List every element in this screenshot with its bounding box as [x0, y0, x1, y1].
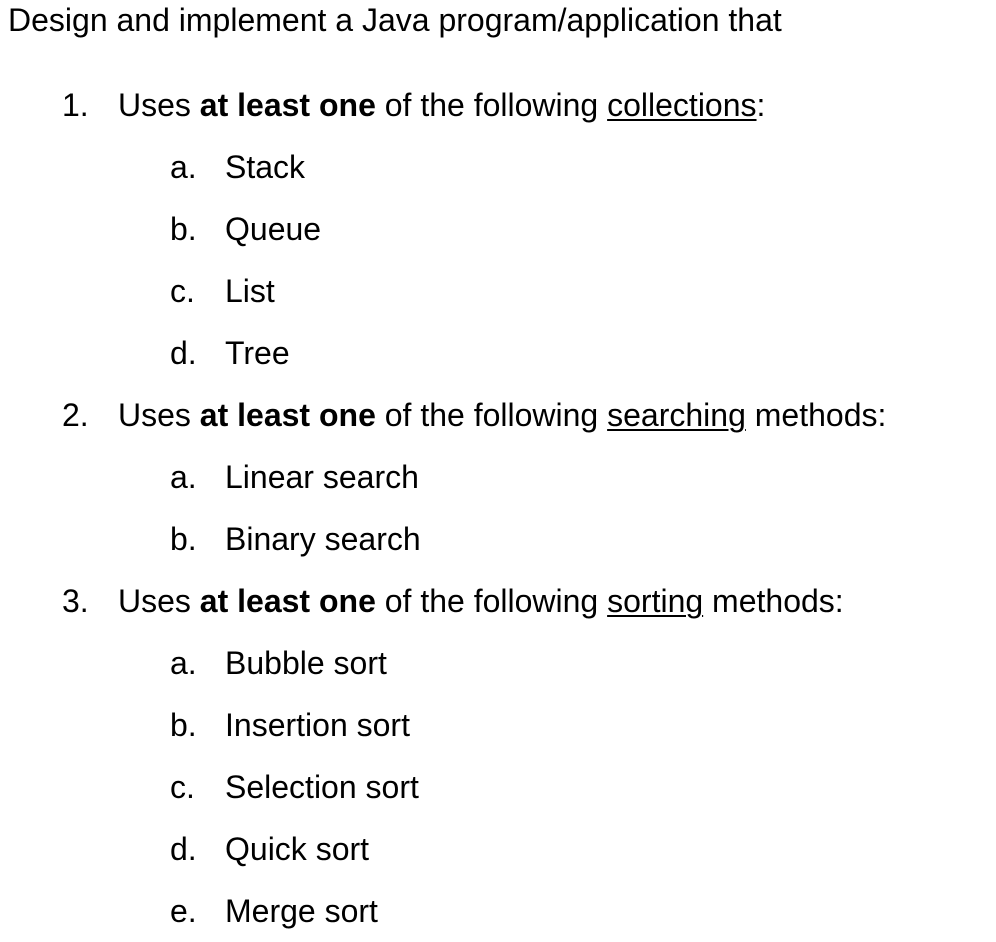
option-text: Stack	[225, 149, 306, 185]
requirement-prefix: Uses	[118, 397, 200, 433]
requirement-category: collections	[607, 87, 757, 123]
requirement-emphasis: at least one	[199, 87, 376, 123]
option-letter: e.	[170, 893, 197, 929]
option-letter: b.	[170, 707, 197, 743]
requirement-emphasis: at least one	[199, 583, 376, 619]
option-text: Selection sort	[225, 769, 419, 805]
option-text: List	[225, 273, 275, 309]
option-item	[0, 880, 996, 942]
option-item	[0, 260, 996, 322]
option-letter: b.	[170, 521, 197, 557]
option-text: Bubble sort	[225, 645, 387, 681]
requirement-category: searching	[607, 397, 746, 433]
requirement-item	[0, 570, 996, 632]
option-letter: c.	[170, 273, 195, 309]
option-text: Tree	[225, 335, 290, 371]
requirement-text	[118, 74, 765, 136]
option-letter: b.	[170, 211, 197, 247]
option-letter: a.	[170, 459, 197, 495]
intro-text: Design and implement a Java program/application that	[8, 2, 782, 38]
requirement-number: 2.	[62, 397, 89, 433]
requirement-suffix: :	[756, 87, 766, 123]
requirement-text	[118, 570, 844, 632]
option-text: Insertion sort	[225, 707, 410, 743]
option-text: Merge sort	[225, 893, 378, 929]
requirement-suffix: methods:	[703, 583, 844, 619]
requirement-item	[0, 384, 996, 446]
option-text: Quick sort	[225, 831, 370, 867]
option-letter: a.	[170, 645, 197, 681]
requirement-middle: of the following	[375, 87, 608, 123]
option-item	[0, 322, 996, 384]
requirement-emphasis: at least one	[199, 397, 376, 433]
requirement-category: sorting	[607, 583, 704, 619]
requirement-suffix: methods:	[745, 397, 887, 433]
requirement-prefix: Uses	[118, 87, 200, 123]
requirement-prefix: Uses	[118, 583, 200, 619]
option-letter: d.	[170, 831, 197, 867]
option-letter: d.	[170, 335, 197, 371]
option-text: Queue	[225, 211, 322, 247]
option-item	[0, 756, 996, 818]
option-item	[0, 198, 996, 260]
requirement-number: 1.	[62, 87, 89, 123]
option-item	[0, 694, 996, 756]
option-item	[0, 136, 996, 198]
requirement-middle: of the following	[375, 583, 608, 619]
option-text: Binary search	[225, 521, 421, 557]
requirement-item	[0, 74, 996, 136]
option-text: Linear search	[225, 459, 419, 495]
requirement-number: 3.	[62, 583, 89, 619]
option-item	[0, 632, 996, 694]
option-item	[0, 508, 996, 570]
requirement-text	[118, 384, 886, 446]
option-item	[0, 446, 996, 508]
option-letter: c.	[170, 769, 195, 805]
option-item	[0, 818, 996, 880]
requirement-middle: of the following	[375, 397, 608, 433]
option-letter: a.	[170, 149, 197, 185]
